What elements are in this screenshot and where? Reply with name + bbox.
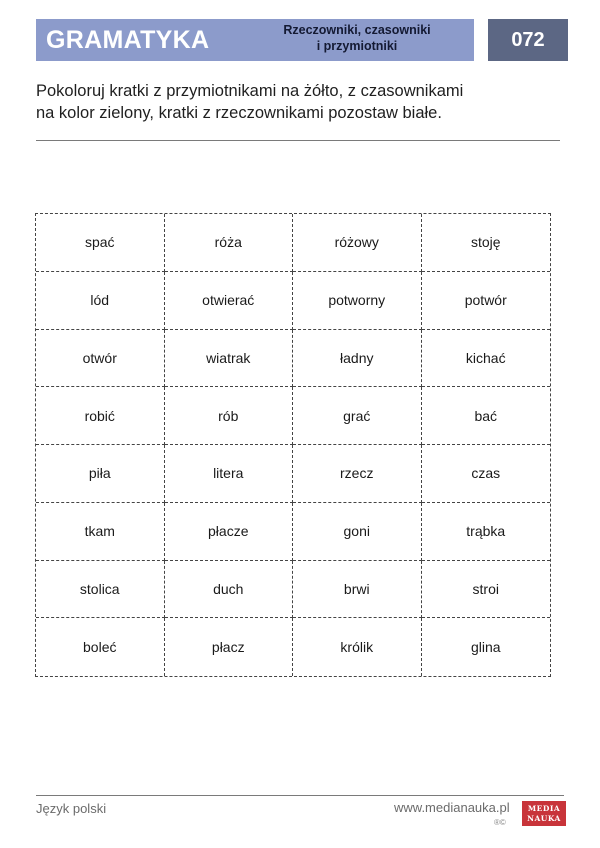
word-cell[interactable]: ładny (293, 330, 422, 388)
word-cell[interactable]: stoję (422, 214, 551, 272)
word-cell[interactable]: lód (36, 272, 165, 330)
word-cell[interactable]: grać (293, 387, 422, 445)
brand-logo-line1: MEDIA (527, 803, 561, 813)
header-subtitle-line2: i przymiotniki (316, 39, 398, 53)
word-cell[interactable]: stolica (36, 561, 165, 619)
word-cell[interactable]: czas (422, 445, 551, 503)
header-subtitle (254, 22, 460, 54)
word-cell[interactable]: otwierać (165, 272, 294, 330)
word-cell[interactable]: wiatrak (165, 330, 294, 388)
header-title: GRAMATYKA (46, 26, 210, 54)
word-cell[interactable]: królik (293, 618, 422, 676)
instructions-line2: na kolor zielony, kratki z rzeczownikami pozostaw białe. (36, 104, 442, 122)
word-cell[interactable]: potworny (293, 272, 422, 330)
word-cell[interactable]: otwór (36, 330, 165, 388)
word-cell[interactable]: duch (165, 561, 294, 619)
word-cell[interactable]: stroi (422, 561, 551, 619)
word-cell[interactable]: trąbka (422, 503, 551, 561)
word-cell[interactable]: goni (293, 503, 422, 561)
word-cell[interactable]: rób (165, 387, 294, 445)
word-cell[interactable]: różowy (293, 214, 422, 272)
word-cell[interactable]: kichać (422, 330, 551, 388)
top-divider (36, 140, 560, 141)
footer-subject: Język polski (36, 801, 107, 816)
word-cell[interactable]: robić (36, 387, 165, 445)
word-cell[interactable]: potwór (422, 272, 551, 330)
word-cell[interactable]: glina (470, 639, 501, 656)
brand-logo (522, 801, 566, 826)
word-cell[interactable]: spać (36, 214, 165, 272)
header-bar (36, 19, 474, 61)
word-cell[interactable]: bać (422, 387, 551, 445)
bottom-divider (36, 795, 564, 796)
word-cell[interactable]: tkam (36, 503, 165, 561)
word-cell[interactable]: litera (165, 445, 294, 503)
instructions (36, 80, 566, 124)
word-cell[interactable]: rzecz (293, 445, 422, 503)
page-number: 072 (488, 19, 568, 61)
brand-logo-line2: NAUKA (527, 813, 561, 823)
word-grid (35, 213, 551, 677)
footer-url[interactable]: www.medianauka.pl (394, 800, 510, 815)
header-subtitle-line1: Rzeczowniki, czasowniki (283, 23, 431, 37)
word-cell[interactable]: płacze (165, 503, 294, 561)
instructions-line1: Pokoloruj kratki z przymiotnikami na żółto, z czasownikami (36, 82, 464, 100)
word-cell[interactable]: róża (165, 214, 294, 272)
word-cell[interactable]: brwi (293, 561, 422, 619)
footer-trademark: ®© (494, 818, 506, 827)
word-cell[interactable]: płacz (165, 618, 294, 676)
word-cell[interactable]: boleć (36, 618, 165, 676)
word-cell[interactable]: piła (36, 445, 165, 503)
